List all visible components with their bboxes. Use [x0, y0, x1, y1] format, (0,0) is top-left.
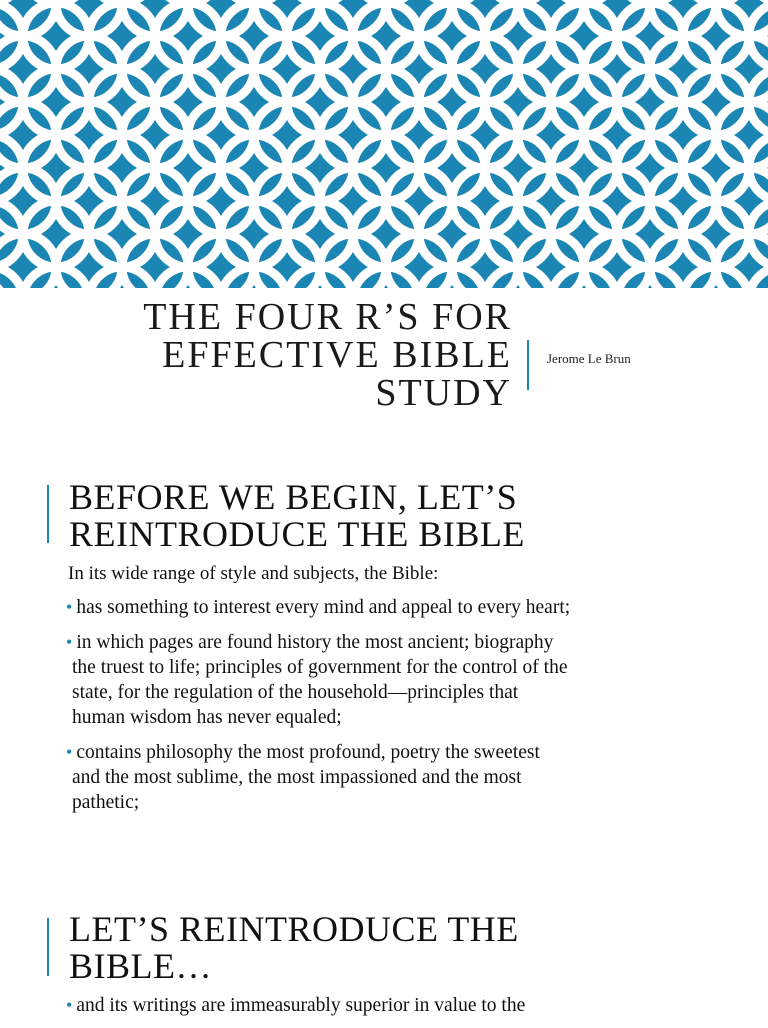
section1-heading — [69, 479, 525, 553]
section1-heading-line-1: BEFORE WE BEGIN, LET’S — [69, 477, 518, 517]
section2-heading-line-2: BIBLE… — [69, 946, 212, 986]
bullet-text: state, for the regulation of the household—principles that — [72, 682, 519, 703]
bullet-text: contains philosophy the most profound, poetry the sweetest — [76, 742, 540, 763]
section1-bullet-list — [66, 595, 706, 825]
bullet-dot-icon: • — [66, 632, 73, 652]
bullet-dot-icon: • — [66, 995, 73, 1015]
title-line-2: EFFECTIVE BIBLE — [162, 334, 512, 376]
section1-heading-line-2: REINTRODUCE THE BIBLE — [69, 514, 525, 554]
bullet-text: pathetic; — [72, 792, 140, 813]
title-line-1: THE FOUR R’S FOR — [143, 296, 512, 338]
circle-pattern-graphic — [0, 0, 768, 288]
list-item — [66, 993, 706, 1018]
bullet-dot-icon: • — [66, 597, 73, 617]
bullet-text: the truest to life; principles of government for the control of the — [72, 657, 568, 678]
list-item — [66, 740, 706, 815]
section1-accent-bar — [47, 485, 49, 543]
list-item — [66, 595, 706, 620]
bullet-dot-icon: • — [66, 742, 73, 762]
presentation-title — [0, 298, 512, 412]
section2-bullet-list — [66, 993, 706, 1028]
bullet-text: human wisdom has never equaled; — [72, 707, 342, 728]
bullet-text: in which pages are found history the most ancient; biography — [76, 632, 554, 653]
section1-intro: In its wide range of style and subjects, the Bible: — [68, 563, 439, 584]
bullet-text: and the most sublime, the most impassioned and the most — [72, 767, 522, 788]
bullet-text: and its writings are immeasurably superior in value to the — [76, 995, 526, 1016]
author-name: Jerome Le Brun — [547, 351, 631, 366]
section2-heading-line-1: LET’S REINTRODUCE THE — [69, 909, 519, 949]
pattern-banner — [0, 0, 768, 288]
bullet-text: has something to interest every mind and appeal to every heart; — [76, 597, 571, 618]
title-divider — [527, 340, 529, 390]
section2-heading — [69, 911, 519, 985]
title-line-3: STUDY — [375, 372, 512, 414]
section2-accent-bar — [47, 918, 49, 976]
list-item — [66, 630, 706, 730]
